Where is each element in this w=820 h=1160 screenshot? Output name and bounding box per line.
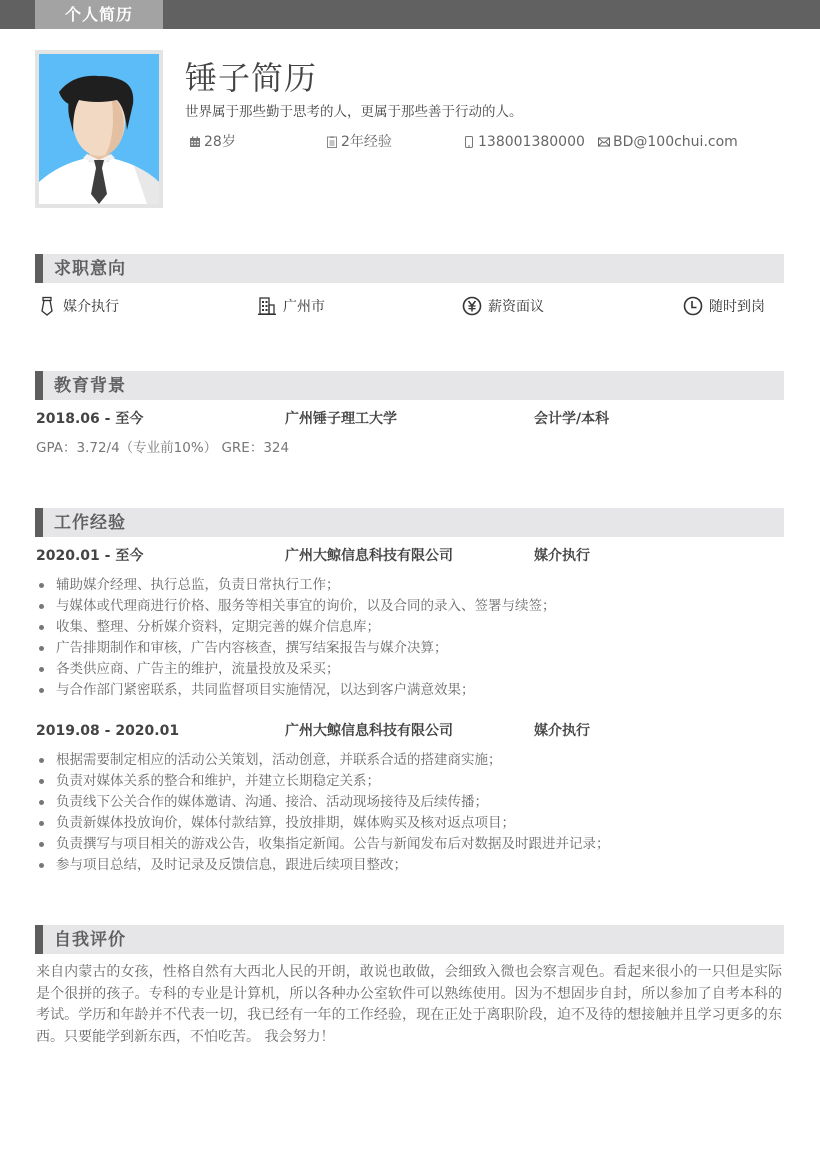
self-evaluation-text: 来自内蒙古的女孩，性格自然有大西北人民的开朗，敢说也敢做，会细致入微也会察言观色。看起来很小的一只但是实际是个很拼的孩子。专科的专业是计算机，所以各种办公室软件可以熟练使用。因为不想固步自封，所以参加了自考本科的考试。学历和年龄并不代表一切，我已经有一年的工作经验，现在正处于离职阶段，迫不及待的想接触并且学习更多的东西。只要能学到新东西，不怕吃苦。 我会努力！ — [36, 964, 782, 1045]
section-title: 自我评价 — [54, 930, 126, 950]
info-age — [189, 131, 236, 153]
intent-salary-label: 薪资面议 — [488, 299, 544, 315]
calendar-icon — [189, 136, 201, 148]
avatar — [35, 50, 163, 208]
section-header-education — [35, 371, 784, 400]
mobile-phone-icon — [463, 136, 475, 148]
avatar-illustration-icon — [39, 54, 159, 204]
resume-motto: 世界属于那些勤于思考的人，更属于那些善于行动的人。 — [185, 104, 523, 120]
job-duties-list — [36, 575, 556, 701]
list-item: 负责撰写与项目相关的游戏公告，收集指定新闻。公告与新闻发布后对数据及时跟进并记录； — [36, 834, 610, 855]
intent-city-label: 广州市 — [283, 299, 325, 315]
info-email — [598, 131, 738, 153]
intent-availability-label: 随时到岗 — [709, 299, 765, 315]
list-item: 参与项目总结，及时记录及反馈信息，跟进后续项目整改； — [36, 855, 610, 876]
list-item: 辅助媒介经理、执行总监，负责日常执行工作； — [36, 575, 556, 596]
experience-value: 2年经验 — [341, 134, 392, 150]
list-item: 负责对媒体关系的整合和维护，并建立长期稳定关系； — [36, 771, 610, 792]
list-item: 收集、整理、分析媒介资料，定期完善的媒介信息库； — [36, 617, 556, 638]
mail-icon — [598, 136, 610, 148]
intent-position — [37, 295, 119, 317]
email-value[interactable]: BD@100chui.com — [613, 134, 738, 150]
section-title: 求职意向 — [54, 259, 126, 279]
job-role: 媒介执行 — [534, 723, 590, 739]
job-duties-list — [36, 750, 610, 876]
clock-icon — [683, 296, 703, 316]
document-icon — [326, 136, 338, 148]
list-item: 根据需要制定相应的活动公关策划，活动创意，并联系合适的搭建商实施； — [36, 750, 610, 771]
info-experience — [326, 131, 392, 153]
list-item: 与媒体或代理商进行价格、服务等相关事宜的询价，以及合同的录入、签署与续签； — [36, 596, 556, 617]
section-accent-bar — [35, 925, 43, 954]
section-title: 工作经验 — [54, 513, 126, 533]
intent-availability — [683, 295, 765, 317]
education-period: 2018.06 - 至今 — [36, 411, 144, 427]
top-bar — [0, 0, 820, 29]
list-item: 负责线下公关合作的媒体邀请、沟通、接洽、活动现场接待及后续传播； — [36, 792, 610, 813]
job-company: 广州大鲸信息科技有限公司 — [285, 723, 453, 739]
yen-icon — [462, 296, 482, 316]
section-accent-bar — [35, 508, 43, 537]
education-major: 会计学/本科 — [534, 411, 610, 427]
resume-name: 锤子简历 — [185, 59, 318, 97]
list-item: 与合作部门紧密联系，共同监督项目实施情况，以达到客户满意效果； — [36, 680, 556, 701]
section-title: 教育背景 — [54, 376, 126, 396]
list-item: 负责新媒体投放询价，媒体付款结算，投放排期，媒体购买及核对返点项目； — [36, 813, 610, 834]
job-period: 2020.01 - 至今 — [36, 548, 144, 564]
job-company: 广州大鲸信息科技有限公司 — [285, 548, 453, 564]
section-accent-bar — [35, 254, 43, 283]
list-item: 各类供应商、广告主的维护，流量投放及采买； — [36, 659, 556, 680]
section-accent-bar — [35, 371, 43, 400]
education-detail: GPA：3.72/4（专业前10%） GRE：324 — [36, 440, 290, 456]
section-header-intent — [35, 254, 784, 283]
phone-value[interactable]: 138001380000 — [478, 134, 585, 150]
building-icon — [257, 296, 277, 316]
section-header-work — [35, 508, 784, 537]
tie-icon — [37, 296, 57, 316]
job-period: 2019.08 - 2020.01 — [36, 723, 180, 739]
resume-tab: 个人简历 — [35, 0, 163, 29]
section-header-self-eval — [35, 925, 784, 954]
intent-position-label: 媒介执行 — [63, 299, 119, 315]
intent-city — [257, 295, 325, 317]
list-item: 广告排期制作和审核，广告内容核查，撰写结案报告与媒介决算； — [36, 638, 556, 659]
job-role: 媒介执行 — [534, 548, 590, 564]
intent-salary — [462, 295, 544, 317]
education-school: 广州锤子理工大学 — [285, 411, 397, 427]
age-value: 28岁 — [204, 134, 236, 150]
info-phone — [463, 131, 585, 153]
